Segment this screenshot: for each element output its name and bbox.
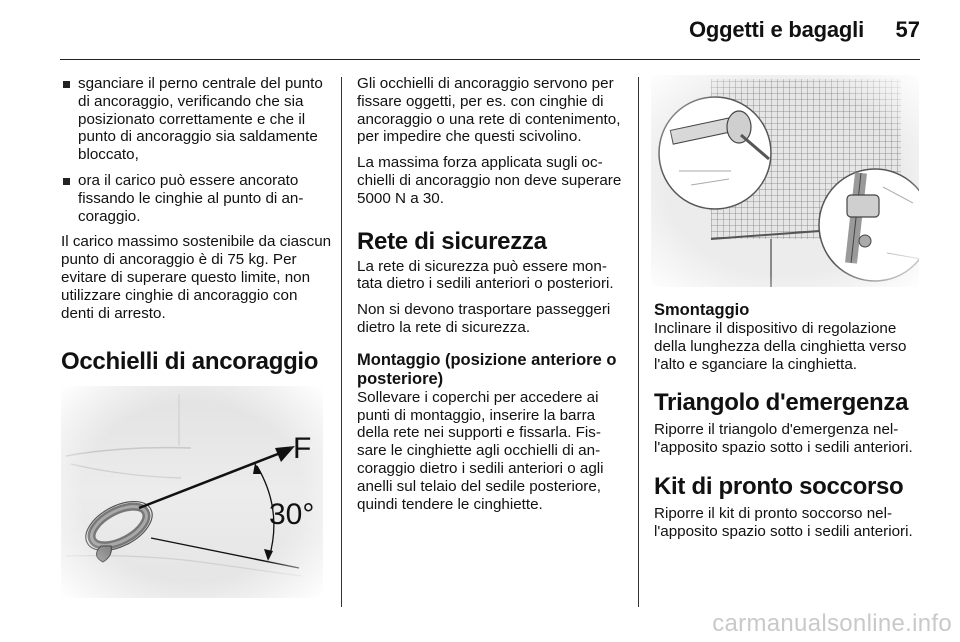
anchor-eye-paragraph: Gli occhielli di ancoraggio servono per fissare oggetti, per es. con cinghie di ancoraggio o una rete di contenimento, per impedire che questi scivolino. <box>357 75 621 146</box>
net-mounting-position-paragraph: La rete di sicurezza può essere montata dietro i sedili anteriori o posteriori. <box>357 257 614 293</box>
column-divider-2 <box>638 77 639 607</box>
column-divider-1 <box>341 77 342 607</box>
section-heading-safety-net: Rete di sicurezza <box>357 227 547 255</box>
column-2 <box>357 75 625 521</box>
mounting-instructions-paragraph: Sollevare i coperchi per accedere ai punti di montaggio, inserire la barra della rete nei supporti e fissarla. Fissare le cinghiette agli occhielli di ancoraggio dietro i sedili anteriori o agli anelli sul telaio del sedile posteriore, quindi tendere le cinghiette. <box>357 388 604 513</box>
bullet-square-icon <box>63 178 70 185</box>
anchor-eye-figure <box>61 386 333 598</box>
first-aid-kit-paragraph: Riporre il kit di pronto soccorso nell'apposito spazio sotto i sedili anteriori. <box>654 504 913 540</box>
list-item-text: ora il carico può essere ancorato fissando le cinghie al punto di ancoraggio. <box>78 171 304 225</box>
list-item-text: sganciare il perno centrale del punto di ancoraggio, verificando che sia posizionato correttamente e che il punto di ancoraggio sia saldamente bloccato, <box>78 75 323 164</box>
page-number: 57 <box>895 17 920 42</box>
no-passengers-paragraph: Non si devono trasportare passeggeri dietro la rete di sicurezza. <box>357 301 611 336</box>
bullet-square-icon <box>63 81 70 88</box>
list-item <box>61 172 333 225</box>
subheading-removal: Smontaggio <box>654 301 750 319</box>
angle-label: 30° <box>269 498 315 532</box>
list-item <box>61 75 333 164</box>
warning-triangle-paragraph: Riporre il triangolo d'emergenza nell'apposito spazio sotto i sedili anteriori. <box>654 421 913 457</box>
force-label: F <box>293 432 312 466</box>
section-heading-first-aid-kit: Kit di pronto soccorso <box>654 472 904 500</box>
removal-paragraph: Inclinare il dispositivo di regolazione della lunghezza della cinghietta verso l'alto e sganciare la cinghietta. <box>654 320 907 373</box>
column-3 <box>654 75 924 549</box>
watermark: carmanualsonline.info <box>712 610 952 637</box>
column-1 <box>61 75 333 598</box>
header-rule <box>60 59 920 60</box>
max-force-paragraph: La massima forza applicata sugli occhielli di ancoraggio non deve superare 5000 N a 30. <box>357 154 622 207</box>
section-heading-anchor-eyes: Occhielli di ancoraggio <box>61 348 319 376</box>
subheading-mounting: Montaggio (posizione anteriore o posteriore) <box>357 350 617 388</box>
page-title: Oggetti e bagagli <box>688 17 864 42</box>
load-limit-paragraph: Il carico massimo sostenibile da ciascun punto di ancoraggio è di 75 kg. Per evitare di superare questo limite, non utilizzare cinghie di ancoraggio con denti di arresto. <box>61 233 332 322</box>
section-heading-warning-triangle: Triangolo d'emergenza <box>654 389 909 417</box>
safety-net-figure <box>651 75 924 287</box>
